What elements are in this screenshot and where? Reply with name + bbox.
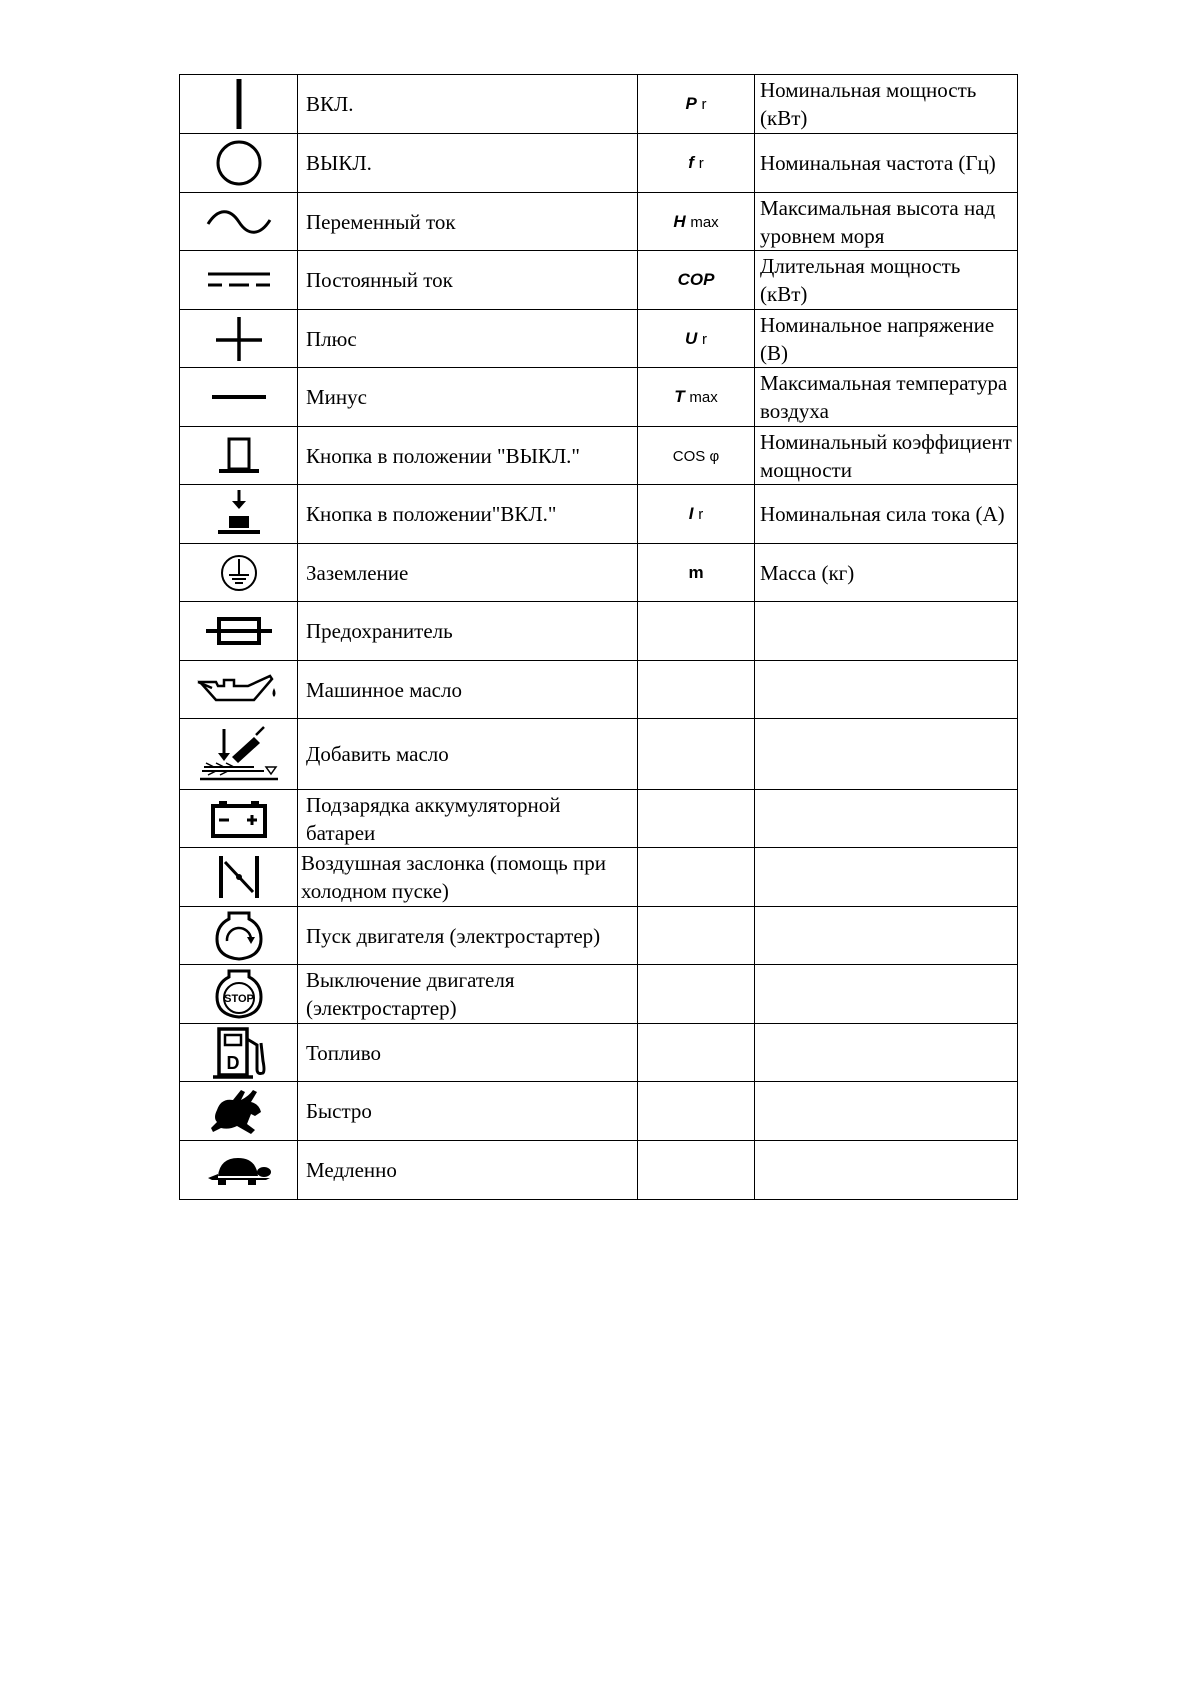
symbol-label: ВКЛ. xyxy=(306,92,354,116)
symbol-label: Воздушная заслонка (помощь при холодном пуске) xyxy=(301,851,606,903)
table-row xyxy=(180,75,1018,134)
symbol-label: Минус xyxy=(306,385,367,409)
symbol-label: Медленно xyxy=(306,1158,397,1182)
table-row xyxy=(180,1082,1018,1141)
fuse-icon xyxy=(204,611,274,651)
ground-icon xyxy=(209,548,269,598)
battery-icon xyxy=(207,796,271,842)
symbol-label: ВЫКЛ. xyxy=(306,151,372,175)
symbol-label: Постоянный ток xyxy=(306,268,453,292)
symbol-label: Плюс xyxy=(306,326,357,351)
table-row xyxy=(180,1024,1018,1082)
button-on-icon xyxy=(209,488,269,540)
engine-start-icon xyxy=(209,909,269,963)
table-row xyxy=(180,193,1018,251)
on-line-icon xyxy=(209,77,269,131)
symbol-label: Выключение двигателя (электростартер) xyxy=(306,968,515,1020)
table-row xyxy=(180,602,1018,661)
code-sub: r xyxy=(702,330,707,348)
code-description: Максимальная температура воздуха xyxy=(760,371,1008,423)
code-description: Максимальная высота над уровнем моря xyxy=(760,195,996,248)
symbol-label: Подзарядка аккумуляторной батареи xyxy=(306,792,561,845)
code-main: H xyxy=(673,211,686,231)
code-description: Номинальное напряжение (В) xyxy=(760,312,995,365)
symbols-table xyxy=(179,74,1018,1200)
code-description: Номинальная частота (Гц) xyxy=(760,151,996,175)
table-row xyxy=(180,544,1018,602)
symbol-label: Кнопка в положении"ВКЛ." xyxy=(306,502,557,526)
table-row xyxy=(180,790,1018,848)
code-main: U xyxy=(684,328,698,348)
code-main: I xyxy=(688,504,694,523)
button-off-icon xyxy=(209,431,269,481)
code-description: Номинальный коэффициент мощности xyxy=(760,429,1012,482)
table-row xyxy=(180,848,1018,907)
symbol-label: Кнопка в положении "ВЫКЛ." xyxy=(306,443,581,468)
oil-can-icon xyxy=(196,670,282,710)
code-sub: r xyxy=(701,96,707,113)
symbol-label: Предохранитель xyxy=(306,619,453,643)
dc-current-icon xyxy=(204,265,274,295)
ac-wave-icon xyxy=(204,202,274,242)
table-row xyxy=(180,485,1018,544)
fuel-pump-icon xyxy=(207,1025,271,1081)
table-row xyxy=(180,310,1018,368)
fuel-letter: D xyxy=(226,1052,239,1073)
stop-text: STOP xyxy=(223,993,254,1005)
table-row xyxy=(180,251,1018,310)
code-sub: COS φ xyxy=(672,447,720,465)
code-description: Длительная мощность (кВт) xyxy=(760,254,961,306)
table-row xyxy=(180,965,1018,1024)
off-circle-icon xyxy=(209,136,269,190)
code-main: f xyxy=(688,153,694,172)
symbol-label: Топливо xyxy=(306,1040,381,1065)
symbol-label: Добавить масло xyxy=(306,742,449,766)
code-description: Номинальная мощность (кВт) xyxy=(760,78,977,130)
table-row xyxy=(180,907,1018,965)
symbol-label: Переменный ток xyxy=(306,209,456,234)
table-row xyxy=(180,1141,1018,1200)
add-oil-icon xyxy=(194,723,284,785)
table-row xyxy=(180,368,1018,427)
turtle-icon xyxy=(204,1150,274,1190)
symbol-label: Машинное масло xyxy=(306,677,462,702)
code-main: COP xyxy=(677,270,715,289)
code-sub: r xyxy=(698,155,704,172)
table-row xyxy=(180,134,1018,193)
code-sub: max xyxy=(690,213,719,231)
code-sub: r xyxy=(698,506,704,523)
engine-stop-icon xyxy=(209,967,269,1021)
symbol-label: Пуск двигателя (электростартер) xyxy=(306,923,601,948)
code-description: Масса (кг) xyxy=(760,560,855,585)
table-row xyxy=(180,661,1018,719)
code-main: T xyxy=(674,387,685,406)
table-row xyxy=(180,719,1018,790)
symbol-label: Быстро xyxy=(306,1099,372,1123)
rabbit-icon xyxy=(207,1086,271,1136)
symbol-label: Заземление xyxy=(306,560,409,585)
code-description: Номинальная сила тока (А) xyxy=(760,502,1005,526)
code-main: m xyxy=(688,562,704,582)
table-row xyxy=(180,427,1018,485)
minus-icon xyxy=(209,382,269,412)
code-sub: max xyxy=(689,389,718,406)
choke-icon xyxy=(209,852,269,902)
plus-icon xyxy=(209,314,269,364)
code-main: P xyxy=(685,94,697,113)
